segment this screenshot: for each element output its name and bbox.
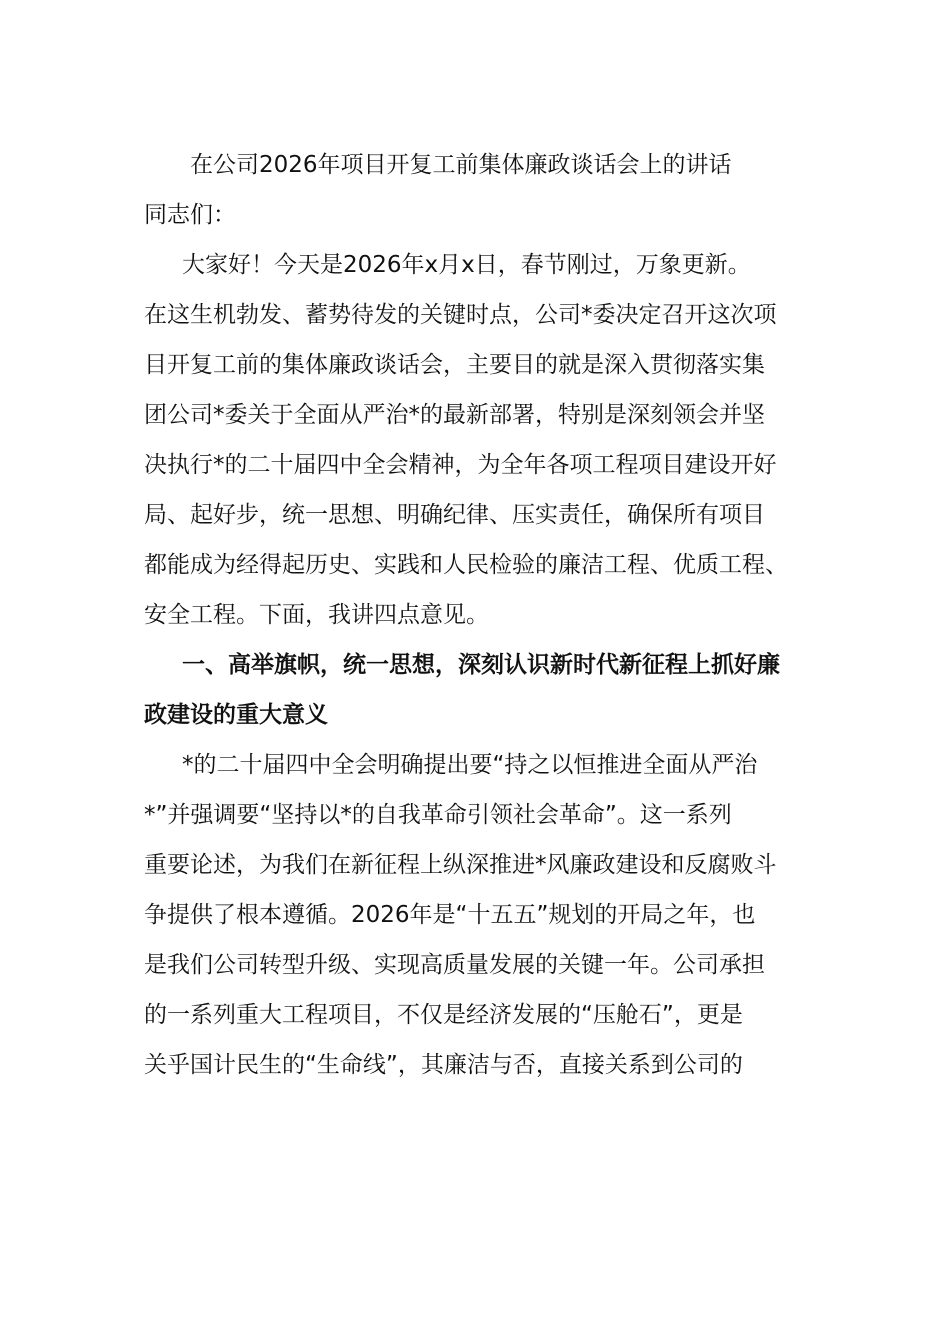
intro-line: 都能成为经得起历史、实践和人民检验的廉洁工程、优质工程、 [144,552,788,578]
heading-line: 一、高举旗帜，统一思想，深刻认识新时代新征程上抓好廉 [182,652,780,678]
document-page [144,140,824,1090]
heading-line: 政建设的重大意义 [144,702,328,728]
salutation: 同志们： [144,202,236,228]
body-line: 重要论述，为我们在新征程上纵深推进*风廉政建设和反腐败斗 [144,852,777,878]
intro-line: 安全工程。下面，我讲四点意见。 [144,602,489,628]
document-title: 在公司2026年项目开复工前集体廉政谈话会上的讲话 [190,152,732,178]
intro-line: 决执行*的二十届四中全会精神，为全年各项工程项目建设开好 [144,452,777,478]
intro-line: 在这生机勃发、蓄势待发的关键时点，公司*委决定召开这次项 [144,302,777,328]
body-line: 的一系列重大工程项目，不仅是经济发展的“压舱石”，更是 [144,1002,743,1028]
body-line: 关乎国计民生的“生命线”，其廉洁与否，直接关系到公司的 [144,1052,743,1078]
intro-line: 团公司*委关于全面从严治*的最新部署，特别是深刻领会并坚 [144,402,765,428]
section-heading-1 [144,640,824,740]
intro-line: 局、起好步，统一思想、明确纪律、压实责任，确保所有项目 [144,502,765,528]
body-line: *的二十届四中全会明确提出要“持之以恒推进全面从严治 [182,752,758,778]
body-line: *”并强调要“坚持以*的自我革命引领社会革命”。这一系列 [144,802,732,828]
intro-line: 大家好！今天是2026年x月x日，春节刚过，万象更新。 [182,252,751,278]
section-1-paragraph [144,740,824,1090]
intro-line: 目开复工前的集体廉政谈话会，主要目的就是深入贯彻落实集 [144,352,765,378]
body-line: 是我们公司转型升级、实现高质量发展的关键一年。公司承担 [144,952,765,978]
body-line: 争提供了根本遵循。2026年是“十五五”规划的开局之年，也 [144,902,756,928]
intro-paragraph [144,240,824,640]
